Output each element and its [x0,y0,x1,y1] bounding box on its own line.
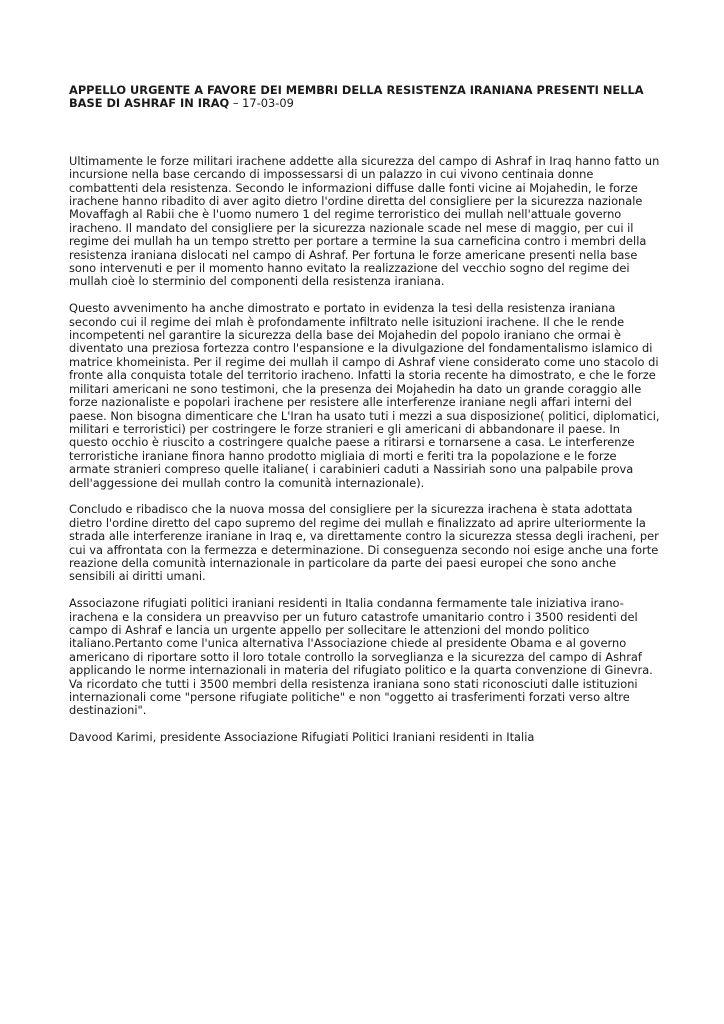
document-title: APPELLO URGENTE A FAVORE DEI MEMBRI DELLA RESISTENZA IRANIANA PRESENTI NELLA BASE DI ASHRAF IN IRAQ [69,83,644,111]
document-date: – 17-03-09 [229,96,294,111]
title-block [69,84,661,111]
signature-line: Davood Karimi, presidente Associazione Rifugiati Politici Iraniani residenti in Italia [69,730,535,745]
paragraph-3: Concludo e ribadisco che la nuova mossa del consigliere per la sicurezza irachena è stata adottata dietro l'ordine diretto del capo supremo del regime dei mullah e finalizzato ad aprire ulteriormente la strada alle interferenze iraniane in Iraq e, va direttamente contro la sicurezza stessa degli iracheni, per cui va affrontata con la fermezza e determinazione. Di conseguenza secondo noi esige anche una forte reazione della comunità internazionale in particolare da parte dei paesi europei che sono anche sensibili ai diritti umani. [69,502,659,584]
document-page [69,84,661,758]
paragraph-2: Questo avvenimento ha anche dimostrato e portato in evidenza la tesi della resistenza iraniana secondo cui il regime dei mlah è profondamente infiltrato nelle isituzioni irachene. Il che le rende incompetenti nel garantire la sicurezza della base dei Mojahedin del popolo iraniano che ormai è diventato una preziosa fortezza contro l'espansione e la divulgazione del fondamentalismo islamico di matrice khomeinista. Per il regime dei mullah il campo di Ashraf viene considerato come uno stacolo di fronte alla conquista totale del territorio iracheno. Infatti la storia recente ha dimostrato, e che le forze militari americani ne sono testimoni, che la presenza dei Mojahedin ha dato un grande coraggio alle forze nazionaliste e popolari irachene per resistere alle interferenze iraniane negli affari interni del paese. Non bisogna dimenticare che L'Iran ha usato tuti i mezzi a sua disposizione( politici, diplomatici, militari e terroristici) per costringere le forze stranieri e gli americani di abbandonare il paese. In questo occhio è riuscito a costringere qualche paese a ritirarsi e tornarsene a casa. Le interferenze terroristiche iraniane finora hanno prodotto migliaia di morti e feriti tra la popolazione e le forze armate stranieri compreso quelle italiane( i carabinieri caduti a Nassiriah sono una palpabile prova dell'aggessione dei mullah contro la comunità internazionale). [69,301,660,490]
paragraph-1: Ultimamente le forze militari irachene addette alla sicurezza del campo di Ashraf in Iraq hanno fatto un incursione nella base cercando di impossessarsi di un palazzo in cui vivono centinaia donne combattenti dela resistenza. Secondo le informazioni diffuse dalle fonti vicine ai Mojahedin, le forze irachene hanno ribadito di aver agito dietro l'ordine diretta del consigliere per la sicurezza nazionale Movaffagh al Rabii che è l'uomo numero 1 del regime terroristico dei mullah nell'attuale governo iracheno. Il mandato del consigliere per la sicurezza nazionale scade nel mese di maggio, per cui il regime dei mullah ha un tempo stretto per portare a termine la sua carneficina contro i membri della resistenza iraniana dislocati nel campo di Ashraf. Per fortuna le forze americane presenti nella base sono intervenuti e per il momento hanno evitato la realizzazione del vecchio sogno del regime dei mullah cioè lo sterminio del componenti della resistenza iraniana. [69,153,660,289]
paragraph-4: Associazone rifugiati politici iraniani residenti in Italia condanna fermamente tale iniziativa irano-irachena e la considera un preavviso per un futuro catastrofe umanitario contro i 3500 residenti del campo di Ashraf e lancia un urgente appello per sollecitare le attenzioni del mondo politico italiano.Pertanto come l'unica alternativa l'Associazione chiede al presidente Obama e al governo americano di riportare sotto il loro totale controllo la sorveglianza e la sicurezza del campo di Ashraf applicando le norme internazionali in materia del rifugiato politico e la quarta convenzione di Ginevra. Va ricordato che tutti i 3500 membri della resistenza iraniana sono stati riconosciuti dalle istituzioni internazionali come "persone rifugiate politiche" e non "oggetto ai trasferimenti forzati verso altre destinazioni". [69,596,653,718]
